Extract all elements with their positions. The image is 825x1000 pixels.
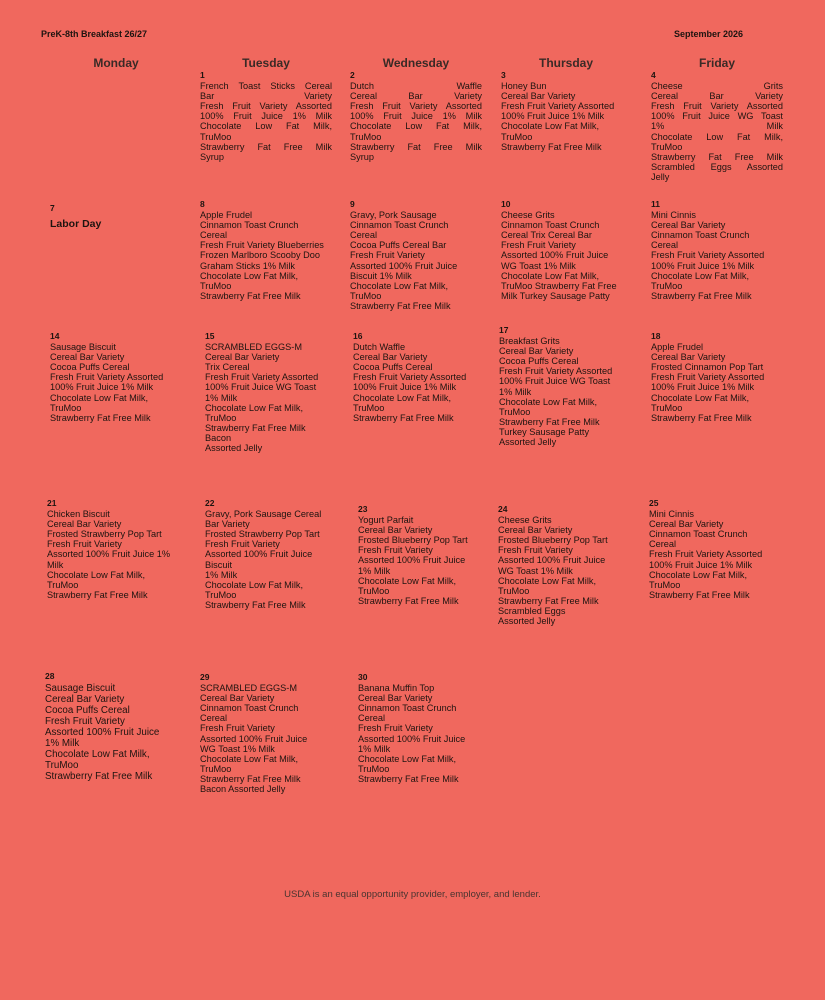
menu-item: Bacon Assorted Jelly — [200, 784, 286, 795]
menu-item: Apple Frudel — [200, 210, 253, 221]
menu-item: Cocoa Puffs Cereal — [45, 705, 130, 716]
day-cell — [350, 70, 482, 162]
menu-item: Cereal Bar Variety — [358, 693, 433, 704]
menu-item: TruMoo — [499, 406, 531, 417]
menu-item: Chocolate Low Fat Milk, — [353, 392, 452, 403]
day-cell — [649, 498, 781, 600]
menu-item: Sausage Biscuit — [45, 683, 116, 694]
menu-item: Cereal — [200, 230, 228, 241]
menu-item: Biscuit 1% Milk — [350, 270, 412, 281]
menu-item: Chocolate Low Fat Milk, — [651, 131, 783, 142]
menu-item: Fresh Fruit Variety Blueberries — [200, 240, 324, 251]
menu-item: 1% Milk — [499, 386, 532, 397]
menu-item: Turkey Sausage Patty — [499, 426, 590, 437]
menu-item: Cereal Bar Variety — [649, 519, 724, 530]
menu-item: Fresh Fruit Variety — [501, 240, 576, 251]
menu-item: 100% Fruit Juice 1% Milk — [651, 260, 755, 271]
menu-item: Cereal Bar Variety — [350, 91, 482, 102]
menu-item: Cinnamon Toast Crunch — [501, 220, 600, 231]
menu-item: 100% Fruit Juice 1% Milk — [353, 382, 457, 393]
menu-item: Chocolate Low Fat Milk, — [200, 270, 299, 281]
menu-item: Fresh Fruit Variety — [358, 723, 433, 734]
day-header-tuesday: Tuesday — [242, 56, 290, 70]
menu-item: 1% Milk — [358, 743, 391, 754]
menu-item: Biscuit — [205, 559, 233, 570]
menu-item: Fresh Fruit Variety Assorted — [353, 372, 467, 383]
day-cell — [651, 199, 783, 301]
menu-item: Assorted 100% Fruit Juice — [358, 555, 466, 566]
day-header-monday: Monday — [93, 56, 139, 70]
menu-item: Fresh Fruit Variety Assorted — [651, 250, 765, 261]
menu-item: Strawberry Fat Free Milk — [651, 151, 783, 162]
menu-item: WG Toast 1% Milk — [498, 565, 573, 576]
menu-item: Apple Frudel — [651, 342, 704, 353]
menu-item: 100% Fruit Juice 1% Milk — [651, 382, 755, 393]
menu-item: Assorted 100% Fruit Juice — [498, 555, 606, 566]
menu-item: Chocolate Low Fat Milk, — [651, 392, 750, 403]
menu-item: Frosted Strawberry Pop Tart — [47, 529, 162, 540]
menu-item: TruMoo — [651, 402, 683, 413]
menu-item: Strawberry Fat Free Milk — [501, 141, 602, 152]
date-number: 14 — [50, 331, 60, 341]
menu-item: Chocolate Low Fat Milk, — [501, 270, 600, 281]
menu-item: Cheese Grits — [501, 210, 555, 221]
menu-item: Cereal Bar Variety — [499, 346, 574, 357]
menu-item: Fresh Fruit Variety — [358, 545, 433, 556]
menu-item: Cheese Grits — [498, 515, 552, 526]
day-cell — [501, 70, 633, 152]
menu-item: Cocoa Puffs Cereal Bar — [350, 240, 447, 251]
menu-item: Strawberry Fat Free Milk — [200, 290, 301, 301]
menu-item: Chocolate Low Fat Milk, — [47, 569, 146, 580]
menu-item: Cereal Bar Variety — [45, 694, 125, 705]
footer-note: USDA is an equal opportunity provider, employer, and lender. — [284, 889, 541, 900]
day-cell — [45, 671, 177, 782]
menu-item: Frosted Cinnamon Pop Tart — [651, 362, 764, 373]
date-number: 29 — [200, 672, 210, 682]
day-cell — [498, 504, 630, 626]
menu-item: TruMoo — [200, 131, 232, 142]
menu-item: Jelly — [651, 171, 670, 182]
date-number: 25 — [649, 498, 659, 508]
menu-item: Scrambled Eggs Assorted — [651, 161, 783, 172]
menu-item: Assorted Jelly — [499, 437, 557, 448]
menu-item: Bacon — [205, 432, 232, 443]
menu-item: Strawberry Fat Free Milk — [205, 422, 306, 433]
menu-item: Chocolate Low Fat Milk, — [50, 392, 149, 403]
day-cell — [50, 331, 182, 423]
day-cell — [200, 672, 332, 794]
menu-item: TruMoo — [651, 280, 683, 291]
menu-item: 100% Fruit Juice WG Toast — [499, 376, 611, 387]
menu-item: Cocoa Puffs Cereal — [50, 362, 130, 373]
menu-item: Cereal Bar Variety — [200, 693, 275, 704]
menu-item: Strawberry Fat Free Milk — [200, 773, 301, 784]
menu-item: Strawberry Fat Free Milk — [45, 771, 153, 782]
menu-item: Strawberry Fat Free Milk — [498, 595, 599, 606]
menu-item: 100% Fruit Juice 1% Milk — [649, 559, 753, 570]
menu-item: TruMoo — [200, 280, 232, 291]
date-number: 22 — [205, 498, 215, 508]
menu-item: Cereal Bar Variety — [501, 91, 576, 102]
menu-item: TruMoo Strawberry Fat Free — [501, 280, 617, 291]
menu-item: Strawberry Fat Free Milk — [353, 412, 454, 423]
day-cell — [200, 70, 332, 162]
menu-item: TruMoo — [45, 760, 79, 771]
menu-item: Sausage Biscuit — [50, 342, 116, 353]
menu-item: TruMoo — [205, 412, 237, 423]
day-cell — [205, 498, 337, 610]
menu-item: Fresh Fruit Variety Assorted — [499, 366, 613, 377]
menu-item: Bar Variety — [200, 91, 332, 102]
menu-item: Cocoa Puffs Cereal — [353, 362, 433, 373]
menu-item: Strawberry Fat Free Milk — [350, 141, 482, 152]
menu-item: Cereal Trix Cereal Bar — [501, 230, 592, 241]
menu-item: Strawberry Fat Free Milk — [651, 290, 752, 301]
menu-item: 1% Milk — [45, 738, 80, 749]
menu-item: Milk Turkey Sausage Patty — [501, 290, 610, 301]
menu-item: 100% Fruit Juice 1% Milk — [501, 111, 605, 122]
menu-item: TruMoo — [649, 579, 681, 590]
date-number: 30 — [358, 672, 368, 682]
menu-item: Cocoa Puffs Cereal — [499, 356, 579, 367]
menu-item: Assorted 100% Fruit Juice — [350, 260, 458, 271]
menu-item: Scrambled Eggs — [498, 605, 566, 616]
date-number: 8 — [200, 199, 205, 209]
date-number: 17 — [499, 325, 509, 335]
menu-item: WG Toast 1% Milk — [501, 260, 576, 271]
menu-item: TruMoo — [501, 131, 533, 142]
menu-item: 1% Milk — [358, 565, 391, 576]
menu-item: Assorted 100% Fruit Juice 1% — [47, 549, 171, 560]
day-cell — [47, 498, 179, 600]
menu-item: Assorted 100% Fruit Juice — [501, 250, 609, 261]
menu-item: SCRAMBLED EGGS-M — [205, 342, 302, 353]
menu-item: Chocolate Low Fat Milk, — [45, 749, 150, 760]
holiday-label: Labor Day — [50, 218, 102, 231]
menu-item: Gravy, Pork Sausage Cereal — [205, 509, 322, 520]
menu-item: Strawberry Fat Free Milk — [651, 412, 752, 423]
menu-item: Strawberry Fat Free Milk — [205, 599, 306, 610]
menu-item: Assorted 100% Fruit Juice — [358, 733, 466, 744]
menu-item: Cereal Bar Variety — [651, 91, 783, 102]
menu-item: Cereal Bar Variety — [651, 352, 726, 363]
menu-item: Chocolate Low Fat Milk, — [358, 575, 457, 586]
menu-item: Chocolate Low Fat Milk, — [205, 402, 304, 413]
day-header-thursday: Thursday — [538, 56, 593, 70]
menu-item: WG Toast 1% Milk — [200, 743, 275, 754]
menu-item: Cinnamon Toast Crunch — [200, 703, 299, 714]
day-cell — [205, 331, 337, 453]
menu-item: Fresh Fruit Variety Assorted — [350, 101, 482, 112]
menu-item: 100% Fruit Juice 1% Milk — [350, 111, 482, 122]
menu-item: Milk — [47, 559, 64, 570]
menu-item: Strawberry Fat Free Milk — [358, 773, 459, 784]
menu-item: Cereal Bar Variety — [50, 352, 125, 363]
menu-item: Strawberry Fat Free Milk — [350, 300, 451, 311]
menu-item: Honey Bun — [501, 81, 547, 92]
menu-item: Assorted 100% Fruit Juice — [45, 727, 160, 738]
menu-item: Cereal Bar Variety — [358, 525, 433, 536]
menu-item: Cinnamon Toast Crunch — [350, 220, 449, 231]
menu-item: Strawberry Fat Free Milk — [358, 595, 459, 606]
menu-item: Strawberry Fat Free Milk — [200, 141, 332, 152]
menu-item: Chocolate Low Fat Milk, — [649, 569, 748, 580]
date-number: 1 — [200, 70, 205, 80]
menu-item: TruMoo — [358, 585, 390, 596]
menu-item: TruMoo — [358, 763, 390, 774]
menu-item: Frozen Marlboro Scooby Doo — [200, 250, 321, 261]
menu-item: Chocolate Low Fat Milk, — [200, 121, 332, 132]
menu-item: Fresh Fruit Variety Assorted — [501, 101, 615, 112]
date-number: 18 — [651, 331, 661, 341]
menu-item: Cinnamon Toast Crunch — [358, 703, 457, 714]
menu-item: TruMoo — [651, 141, 683, 152]
date-number: 7 — [50, 203, 55, 213]
menu-item: Cereal Bar Variety — [47, 519, 122, 530]
menu-item: 100% Fruit Juice WG Toast — [651, 111, 783, 122]
menu-item: Bar Variety — [205, 519, 250, 530]
menu-item: Strawberry Fat Free Milk — [50, 412, 151, 423]
menu-item: Cereal Bar Variety — [353, 352, 428, 363]
menu-item: Syrup — [200, 151, 225, 162]
menu-item: Fresh Fruit Variety Assorted — [651, 101, 783, 112]
menu-item: TruMoo — [350, 290, 382, 301]
menu-item: Cereal — [350, 230, 378, 241]
menu-item: Cinnamon Toast Crunch — [649, 529, 748, 540]
date-number: 24 — [498, 504, 508, 514]
date-number: 28 — [45, 671, 55, 681]
menu-item: Chocolate Low Fat Milk, — [358, 753, 457, 764]
menu-item: Cinnamon Toast Crunch — [651, 230, 750, 241]
menu-item: Cereal — [200, 713, 228, 724]
menu-item: Mini Cinnis — [651, 210, 696, 221]
menu-item: Chocolate Low Fat Milk, — [350, 121, 482, 132]
menu-item: Fresh Fruit Variety — [200, 723, 275, 734]
menu-item: Dutch Waffle — [353, 342, 406, 353]
menu-item: Banana Muffin Top — [358, 683, 435, 694]
menu-item: 100% Fruit Juice 1% Milk — [200, 111, 332, 122]
menu-item: Frosted Blueberry Pop Tart — [358, 535, 468, 546]
menu-item: Cereal Bar Variety — [205, 352, 280, 363]
menu-item: Gravy, Pork Sausage — [350, 210, 437, 221]
menu-item: Chocolate Low Fat Milk, — [499, 396, 598, 407]
menu-item: Chicken Biscuit — [47, 509, 110, 520]
menu-item: Assorted Jelly — [498, 616, 556, 627]
day-cell — [651, 70, 783, 182]
menu-item: Fresh Fruit Variety — [47, 539, 122, 550]
day-cell — [499, 325, 631, 447]
date-number: 11 — [651, 199, 660, 209]
menu-item: Assorted Jelly — [205, 443, 263, 454]
date-number: 16 — [353, 331, 363, 341]
menu-item: French Toast Sticks Cereal — [200, 81, 332, 92]
month-label: September 2026 — [674, 29, 744, 39]
menu-item: Frosted Strawberry Pop Tart — [205, 529, 320, 540]
day-cell — [353, 331, 485, 423]
menu-item: Fresh Fruit Variety — [205, 539, 280, 550]
menu-item: Cereal Bar Variety — [498, 525, 573, 536]
menu-item: TruMoo — [47, 579, 79, 590]
day-header-wednesday: Wednesday — [382, 56, 450, 70]
menu-item: 1% Milk — [651, 121, 783, 132]
day-cell — [651, 331, 783, 423]
menu-item: Cereal Bar Variety — [651, 220, 726, 231]
date-number: 3 — [501, 70, 506, 80]
day-cell — [200, 199, 332, 301]
menu-item: Strawberry Fat Free Milk — [47, 589, 148, 600]
day-cell — [358, 672, 490, 784]
menu-item: TruMoo — [353, 402, 385, 413]
menu-item: Breakfast Grits — [499, 336, 560, 347]
menu-item: Graham Sticks 1% Milk — [200, 260, 295, 271]
date-number: 10 — [501, 199, 511, 209]
menu-item: Chocolate Low Fat Milk, — [350, 280, 449, 291]
menu-item: SCRAMBLED EGGS-M — [200, 683, 297, 694]
menu-item: Dutch Waffle — [350, 81, 482, 92]
menu-item: Fresh Fruit Variety — [350, 250, 425, 261]
date-number: 9 — [350, 199, 355, 209]
menu-item: Fresh Fruit Variety Assorted — [200, 101, 332, 112]
menu-item: Chocolate Low Fat Milk, — [501, 121, 600, 132]
day-cell — [50, 203, 182, 229]
menu-item: Cinnamon Toast Crunch — [200, 220, 299, 231]
date-number: 23 — [358, 504, 368, 514]
day-header-friday: Friday — [698, 56, 735, 70]
day-cell — [501, 199, 633, 301]
menu-item: Cereal — [651, 240, 679, 251]
date-number: 2 — [350, 70, 355, 80]
date-number: 21 — [47, 498, 57, 508]
menu-item: Assorted 100% Fruit Juice — [205, 549, 313, 560]
menu-item: TruMoo — [200, 763, 232, 774]
menu-item: Fresh Fruit Variety Assorted — [205, 372, 319, 383]
menu-item: Chocolate Low Fat Milk, — [498, 575, 597, 586]
menu-item: TruMoo — [50, 402, 82, 413]
menu-item: Strawberry Fat Free Milk — [499, 416, 600, 427]
menu-item: Yogurt Parfait — [358, 515, 414, 526]
menu-item: Chocolate Low Fat Milk, — [205, 579, 304, 590]
day-cell — [358, 504, 490, 606]
menu-item: 100% Fruit Juice WG Toast — [205, 382, 317, 393]
date-number: 15 — [205, 331, 215, 341]
menu-item: 1% Milk — [205, 569, 238, 580]
menu-item: Fresh Fruit Variety Assorted — [649, 549, 763, 560]
menu-title: PreK-8th Breakfast 26/27 — [41, 29, 148, 39]
menu-item: Frosted Blueberry Pop Tart — [498, 535, 608, 546]
menu-item: Syrup — [350, 151, 375, 162]
date-number: 4 — [651, 70, 656, 80]
menu-item: Strawberry Fat Free Milk — [649, 589, 750, 600]
menu-item: TruMoo — [498, 585, 530, 596]
menu-item: Trix Cereal — [205, 362, 250, 373]
menu-item: Cheese Grits — [651, 81, 783, 92]
menu-item: Fresh Fruit Variety — [45, 716, 125, 727]
menu-item: Chocolate Low Fat Milk, — [651, 270, 750, 281]
menu-item: Fresh Fruit Variety Assorted — [651, 372, 765, 383]
menu-item: Mini Cinnis — [649, 509, 694, 520]
menu-item: TruMoo — [205, 589, 237, 600]
menu-item: Fresh Fruit Variety Assorted — [50, 372, 164, 383]
menu-item: 100% Fruit Juice 1% Milk — [50, 382, 154, 393]
menu-item: Fresh Fruit Variety — [498, 545, 573, 556]
menu-item: 1% Milk — [205, 392, 238, 403]
menu-item: Cereal — [358, 713, 386, 724]
menu-item: Assorted 100% Fruit Juice — [200, 733, 308, 744]
menu-item: Chocolate Low Fat Milk, — [200, 753, 299, 764]
menu-item: Cereal — [649, 539, 677, 550]
day-cell — [350, 199, 482, 311]
menu-item: TruMoo — [350, 131, 382, 142]
